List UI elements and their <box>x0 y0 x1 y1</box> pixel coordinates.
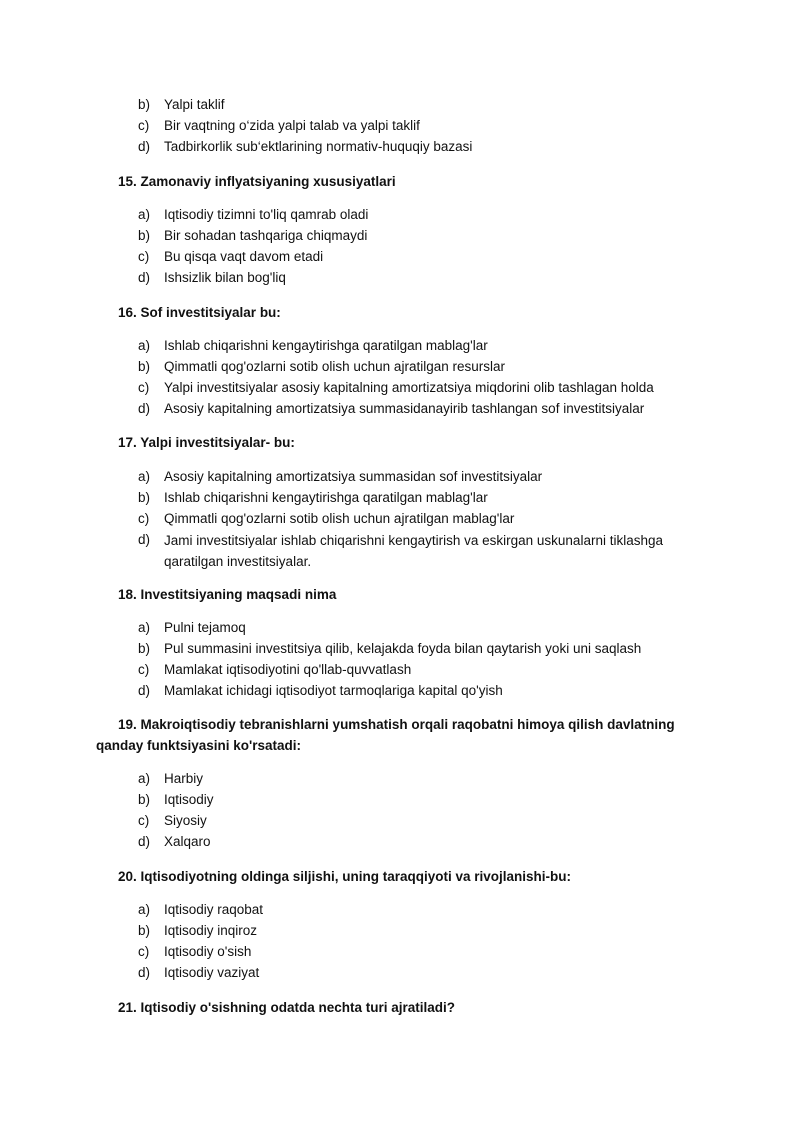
option-letter: d) <box>138 532 151 547</box>
option-text: Bu qisqa vaqt davom etadi <box>164 249 324 264</box>
question-title: 15. Zamonaviy inflyatsiyaning xususiyatlari <box>118 174 396 189</box>
question-title: 20. Iqtisodiyotning oldinga siljishi, uning taraqqiyoti va rivojlanishi-bu: <box>118 869 572 884</box>
option-letter: a) <box>138 469 151 484</box>
option-letter: a) <box>138 771 151 786</box>
question-title: 21. Iqtisodiy o'sishning odatda nechta turi ajratiladi? <box>118 1000 456 1015</box>
option-text: Asosiy kapitalning amortizatsiya summasidanayirib tashlangan sof investitsiyalar <box>164 401 645 416</box>
option-letter: b) <box>138 97 151 112</box>
option-letter: a) <box>138 207 151 222</box>
option-text: Iqtisodiy tizimni to'liq qamrab oladi <box>164 207 369 222</box>
option-text: Jami investitsiyalar ishlab chiqarishni kengaytirish va eskirgan uskunalarni tiklashga qaratilgan investitsiyalar. <box>164 533 663 569</box>
option-text: Qimmatli qog'ozlarni sotib olish uchun ajratilgan mablag'lar <box>164 511 515 526</box>
option-letter: b) <box>138 359 151 374</box>
option-text: Ishlab chiqarishni kengaytirishga qaratilgan mablag'lar <box>164 490 488 505</box>
option-letter: b) <box>138 923 151 938</box>
option-text: Bir vaqtning o‘zida yalpi talab va yalpi taklif <box>164 118 420 133</box>
option-text: Iqtisodiy o'sish <box>164 944 252 959</box>
option-text: Yalpi taklif <box>164 97 225 112</box>
option-text: Iqtisodiy <box>164 792 214 807</box>
question-title: 19. Makroiqtisodiy tebranishlarni yumshatish orqali raqobatni himoya qilish davlatning qanday funktsiyasini ko'rsatadi: <box>96 717 675 753</box>
option-text: Bir sohadan tashqariga chiqmaydi <box>164 228 368 243</box>
option-letter: d) <box>138 401 151 416</box>
option-text: Mamlakat iqtisodiyotini qo'llab-quvvatlash <box>164 662 412 677</box>
option-letter: a) <box>138 620 151 635</box>
option-letter: a) <box>138 902 151 917</box>
option-letter: c) <box>138 118 150 133</box>
option-letter: c) <box>138 662 150 677</box>
option-letter: b) <box>138 792 151 807</box>
option-text: Tadbirkorlik sub‘ektlarining normativ-huquqiy bazasi <box>164 139 473 154</box>
option-text: Xalqaro <box>164 834 211 849</box>
option-letter: d) <box>138 270 151 285</box>
question-title: 18. Investitsiyaning maqsadi nima <box>118 587 337 602</box>
option-text: Ishlab chiqarishni kengaytirishga qaratilgan mablag'lar <box>164 338 488 353</box>
option-text: Yalpi investitsiyalar asosiy kapitalning amortizatsiya miqdorini olib tashlagan holda <box>164 380 654 395</box>
option-letter: c) <box>138 380 150 395</box>
option-letter: b) <box>138 641 151 656</box>
option-letter: d) <box>138 683 151 698</box>
option-text: Mamlakat ichidagi iqtisodiyot tarmoqlariga kapital qo'yish <box>164 683 503 698</box>
option-letter: c) <box>138 944 150 959</box>
option-text: Pul summasini investitsiya qilib, kelajakda foyda bilan qaytarish yoki uni saqlash <box>164 641 642 656</box>
option-text: Iqtisodiy vaziyat <box>164 965 260 980</box>
option-text: Qimmatli qog'ozlarni sotib olish uchun ajratilgan resurslar <box>164 359 505 374</box>
option-text: Iqtisodiy inqiroz <box>164 923 258 938</box>
option-letter: b) <box>138 228 151 243</box>
option-text: Iqtisodiy raqobat <box>164 902 264 917</box>
question-title: 17. Yalpi investitsiyalar- bu: <box>118 435 295 450</box>
option-text: Siyosiy <box>164 813 207 828</box>
option-letter: d) <box>138 834 151 849</box>
option-letter: d) <box>138 139 151 154</box>
option-letter: b) <box>138 490 151 505</box>
option-text: Asosiy kapitalning amortizatsiya summasidan sof investitsiyalar <box>164 469 543 484</box>
option-letter: c) <box>138 511 150 526</box>
option-text: Pulni tejamoq <box>164 620 246 635</box>
option-letter: c) <box>138 249 150 264</box>
option-text: Harbiy <box>164 771 204 786</box>
option-letter: d) <box>138 965 151 980</box>
option-text: Ishsizlik bilan bog'liq <box>164 270 286 285</box>
option-letter: c) <box>138 813 150 828</box>
question-title: 16. Sof investitsiyalar bu: <box>118 305 281 320</box>
option-letter: a) <box>138 338 151 353</box>
